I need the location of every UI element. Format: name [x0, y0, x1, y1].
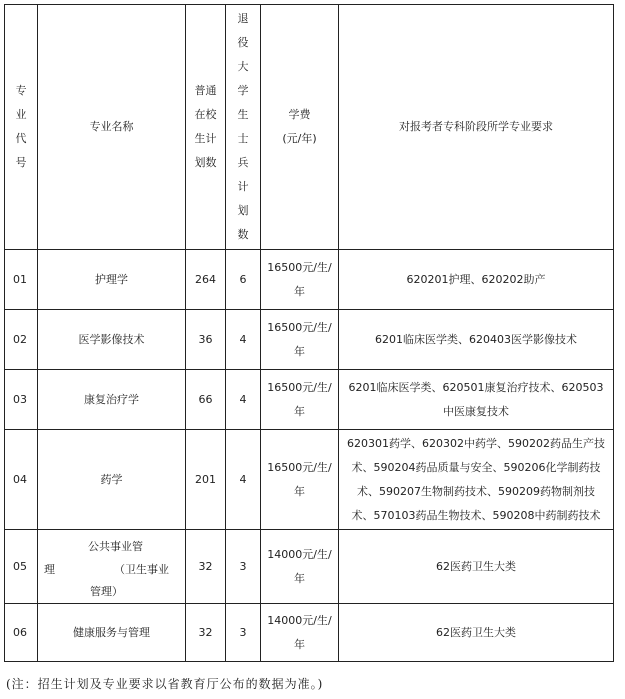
cell-requirement: 62医药卫生大类: [339, 604, 614, 662]
name-part: 理: [44, 563, 55, 576]
table-row: [5, 530, 614, 604]
requirement-line: 6201临床医学类、620501康复治疗技术、620503: [348, 380, 604, 394]
table-row: [5, 250, 614, 310]
header-name: 专业名称: [38, 5, 186, 250]
cell-regular: 36: [186, 310, 226, 370]
name-part: （卫生事业: [114, 563, 169, 576]
cell-code: 05: [5, 530, 38, 604]
cell-code: 04: [5, 430, 38, 530]
cell-veteran: 4: [226, 370, 261, 430]
cell-regular: 201: [186, 430, 226, 530]
table-row: [5, 370, 614, 430]
cell-fee: 14000元/生/ 年: [261, 530, 339, 604]
requirement-line: 620301药学、620302中药学、590202药品生产技: [347, 436, 605, 450]
header-code: 专 业 代 号: [5, 5, 38, 250]
cell-fee: 16500元/生/ 年: [261, 250, 339, 310]
cell-fee: 16500元/生/ 年: [261, 430, 339, 530]
cell-veteran: 6: [226, 250, 261, 310]
cell-veteran: 4: [226, 430, 261, 530]
cell-name: 康复治疗学: [38, 370, 186, 430]
name-part: 管理）: [90, 585, 123, 598]
cell-requirement: [339, 370, 614, 430]
cell-name: [38, 530, 186, 604]
requirement-line: 术、590204药品质量与安全、590206化学制药技: [351, 460, 601, 474]
cell-veteran: 3: [226, 604, 261, 662]
requirement-line: 术、590207生物制药技术、590209药物制剂技: [357, 484, 595, 498]
header-veteran-plan: 退 役 大 学 生 士 兵 计 划 数: [226, 5, 261, 250]
footnote: (注：招生计划及专业要求以省教育厅公布的数据为准。): [6, 677, 324, 691]
name-part: 公共事业管: [88, 540, 143, 553]
table-header-row: [5, 5, 614, 250]
cell-code: 03: [5, 370, 38, 430]
cell-requirement: 620201护理、620202助产: [339, 250, 614, 310]
cell-regular: 66: [186, 370, 226, 430]
cell-veteran: 3: [226, 530, 261, 604]
cell-veteran: 4: [226, 310, 261, 370]
cell-name: 医学影像技术: [38, 310, 186, 370]
header-fee: 学费 (元/年): [261, 5, 339, 250]
cell-name: 药学: [38, 430, 186, 530]
cell-fee: 16500元/生/ 年: [261, 310, 339, 370]
cell-requirement: 6201临床医学类、620403医学影像技术: [339, 310, 614, 370]
admissions-table: [4, 4, 614, 662]
header-requirement: 对报考者专科阶段所学专业要求: [339, 5, 614, 250]
requirement-line: 中医康复技术: [443, 404, 509, 418]
cell-code: 01: [5, 250, 38, 310]
cell-requirement: 62医药卫生大类: [339, 530, 614, 604]
cell-regular: 32: [186, 604, 226, 662]
requirement-line: 术、570103药品生物技术、590208中药制药技术: [351, 508, 601, 522]
cell-regular: 264: [186, 250, 226, 310]
table-row: [5, 430, 614, 530]
cell-fee: 16500元/生/ 年: [261, 370, 339, 430]
table-row: [5, 604, 614, 662]
cell-code: 02: [5, 310, 38, 370]
cell-fee: 14000元/生/ 年: [261, 604, 339, 662]
table-row: [5, 310, 614, 370]
cell-name: 健康服务与管理: [38, 604, 186, 662]
cell-name: 护理学: [38, 250, 186, 310]
header-regular-plan: 普通 在校 生计 划数: [186, 5, 226, 250]
cell-regular: 32: [186, 530, 226, 604]
cell-code: 06: [5, 604, 38, 662]
cell-requirement: [339, 430, 614, 530]
